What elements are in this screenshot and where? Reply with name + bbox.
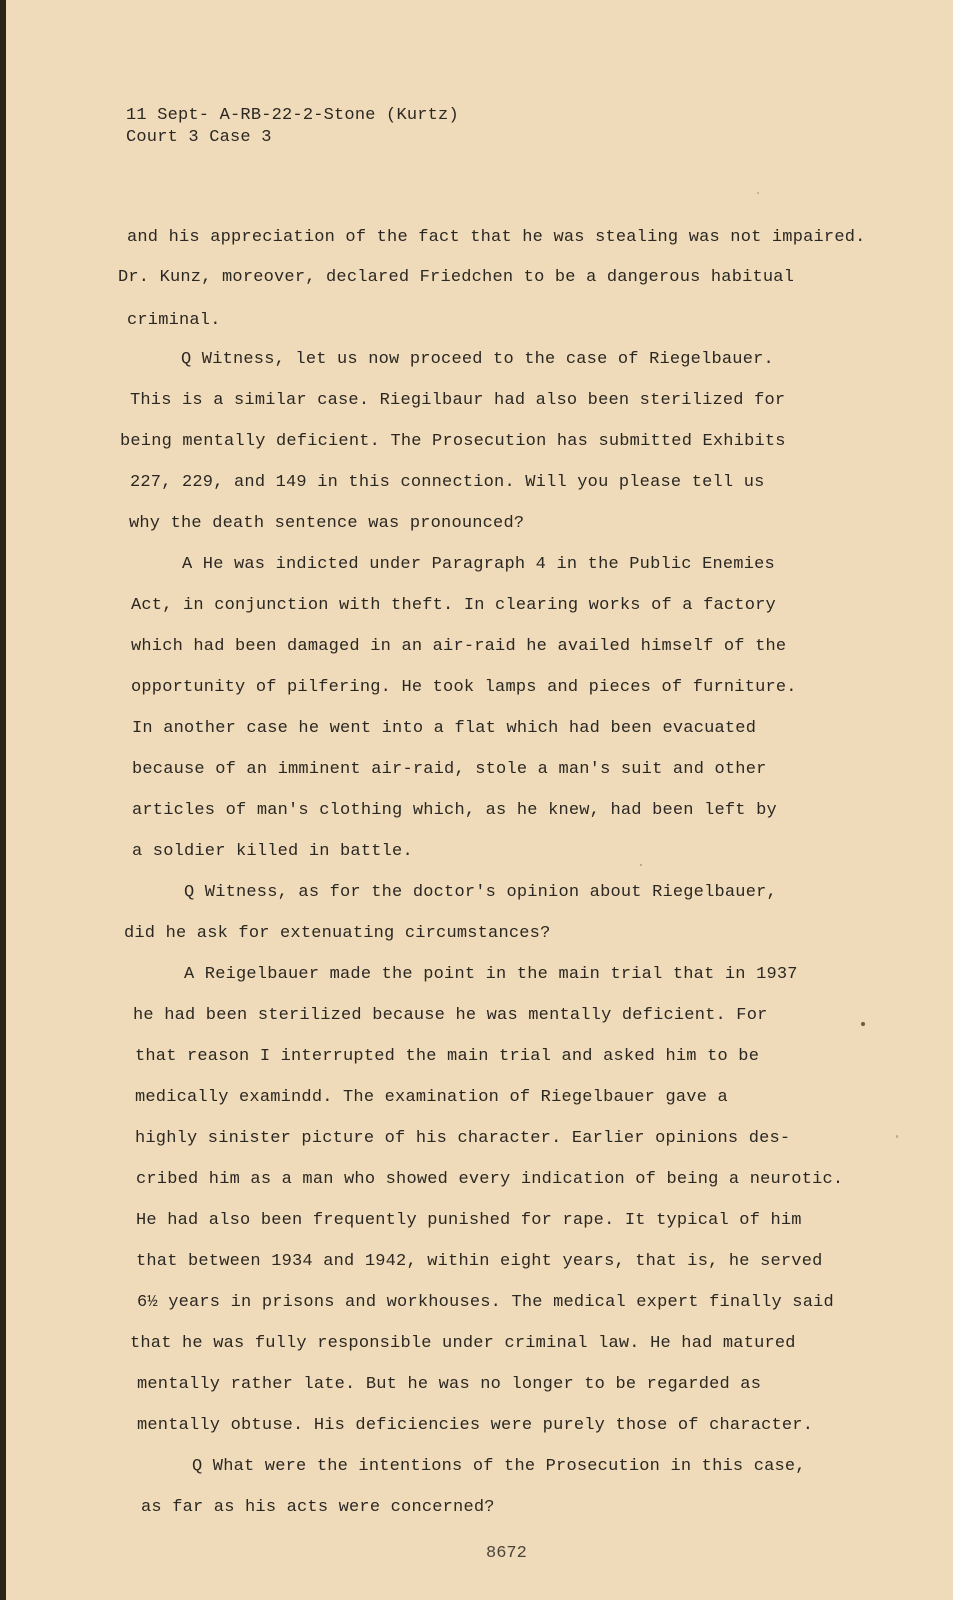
body-line: criminal.	[127, 311, 221, 330]
body-line: Act, in conjunction with theft. In clearing works of a factory	[131, 596, 776, 615]
paper-speck	[861, 1022, 865, 1026]
body-line: that between 1934 and 1942, within eight years, that is, he served	[136, 1252, 823, 1271]
question-line: Q Witness, let us now proceed to the case of Riegelbauer.	[181, 350, 774, 369]
body-line: opportunity of pilfering. He took lamps and pieces of furniture.	[131, 678, 797, 697]
answer-line: A Reigelbauer made the point in the main trial that in 1937	[184, 965, 798, 984]
body-line: cribed him as a man who showed every indication of being a neurotic.	[136, 1170, 844, 1189]
body-line: that reason I interrupted the main trial and asked him to be	[135, 1047, 760, 1066]
paper-speck	[757, 192, 759, 194]
body-line: 6½ years in prisons and workhouses. The medical expert finally said	[137, 1293, 834, 1312]
question-line: Q What were the intentions of the Prosecution in this case,	[192, 1457, 806, 1476]
body-line: This is a similar case. Riegilbaur had also been sterilized for	[130, 391, 786, 410]
body-line: medically examindd. The examination of Riegelbauer gave a	[135, 1088, 728, 1107]
paper-speck	[640, 864, 642, 866]
body-line: mentally rather late. But he was no longer to be regarded as	[137, 1375, 762, 1394]
body-line: that he was fully responsible under criminal law. He had matured	[130, 1334, 796, 1353]
body-line: Dr. Kunz, moreover, declared Friedchen to be a dangerous habitual	[118, 268, 795, 287]
body-line: a soldier killed in battle.	[132, 842, 413, 861]
body-line: because of an imminent air-raid, stole a man's suit and other	[132, 760, 767, 779]
header-reference-line: 11 Sept- A-RB-22-2-Stone (Kurtz)	[126, 106, 459, 125]
body-line: he had been sterilized because he was mentally deficient. For	[133, 1006, 768, 1025]
body-line: He had also been frequently punished for rape. It typical of him	[136, 1211, 802, 1230]
body-line: did he ask for extenuating circumstances?	[124, 924, 551, 943]
paper-speck	[896, 1135, 898, 1138]
body-line: 227, 229, and 149 in this connection. Will you please tell us	[130, 473, 765, 492]
answer-line: A He was indicted under Paragraph 4 in the Public Enemies	[182, 555, 775, 574]
body-line: being mentally deficient. The Prosecution has submitted Exhibits	[120, 432, 786, 451]
body-line: mentally obtuse. His deficiencies were purely those of character.	[137, 1416, 814, 1435]
body-line: why the death sentence was pronounced?	[129, 514, 525, 533]
question-line: Q Witness, as for the doctor's opinion about Riegelbauer,	[184, 883, 777, 902]
body-line: In another case he went into a flat which had been evacuated	[132, 719, 757, 738]
body-line: which had been damaged in an air-raid he availed himself of the	[131, 637, 787, 656]
body-line: highly sinister picture of his character. Earlier opinions des-	[135, 1129, 791, 1148]
body-line: and his appreciation of the fact that he was stealing was not impaired.	[127, 228, 866, 247]
page-number: 8672	[486, 1544, 527, 1563]
body-line: articles of man's clothing which, as he knew, had been left by	[132, 801, 777, 820]
header-court-case-line: Court 3 Case 3	[126, 128, 272, 147]
body-line: as far as his acts were concerned?	[141, 1498, 495, 1517]
